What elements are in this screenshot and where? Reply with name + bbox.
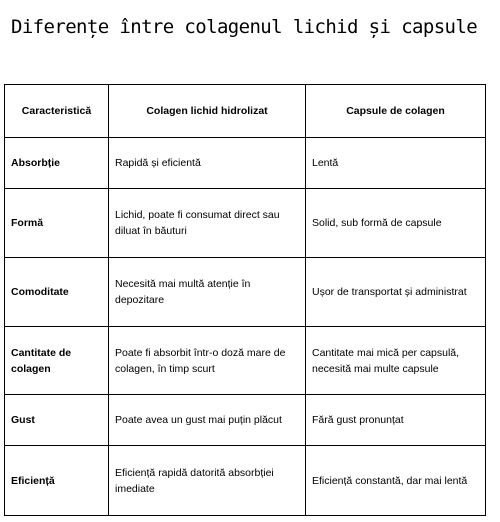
row-capsules-value: Cantitate mai mică per capsulă, necesită mai multe capsule — [306, 327, 486, 395]
row-feature: Comoditate — [5, 258, 109, 327]
row-feature: Formă — [5, 189, 109, 258]
table-row — [5, 395, 486, 446]
row-capsules-value: Lentă — [306, 138, 486, 189]
row-liquid-value: Rapidă și eficientă — [109, 138, 306, 189]
row-liquid-value: Lichid, poate fi consumat direct sau diluat în băuturi — [109, 189, 306, 258]
table-row — [5, 189, 486, 258]
table-row — [5, 258, 486, 327]
row-capsules-value: Solid, sub formă de capsule — [306, 189, 486, 258]
row-feature: Gust — [5, 395, 109, 446]
row-liquid-value: Necesită mai multă atenție în depozitare — [109, 258, 306, 327]
page-title: Diferențe între colagenul lichid și capsule — [11, 16, 478, 38]
header-liquid-collagen: Colagen lichid hidrolizat — [109, 85, 306, 138]
row-capsules-value: Eficiență constantă, dar mai lentă — [306, 446, 486, 516]
table-row — [5, 138, 486, 189]
row-capsules-value: Ușor de transportat și administrat — [306, 258, 486, 327]
row-feature: Absorbție — [5, 138, 109, 189]
table-row — [5, 446, 486, 516]
row-liquid-value: Poate avea un gust mai puțin plăcut — [109, 395, 306, 446]
table-header-row — [5, 85, 486, 138]
table-row — [5, 327, 486, 395]
comparison-table — [4, 84, 486, 516]
header-feature: Caracteristică — [5, 85, 109, 138]
header-collagen-capsules: Capsule de colagen — [306, 85, 486, 138]
row-feature: Cantitate de colagen — [5, 327, 109, 395]
row-liquid-value: Poate fi absorbit într-o doză mare de colagen, în timp scurt — [109, 327, 306, 395]
row-feature: Eficiență — [5, 446, 109, 516]
row-capsules-value: Fără gust pronunțat — [306, 395, 486, 446]
row-liquid-value: Eficiență rapidă datorită absorbției imediate — [109, 446, 306, 516]
